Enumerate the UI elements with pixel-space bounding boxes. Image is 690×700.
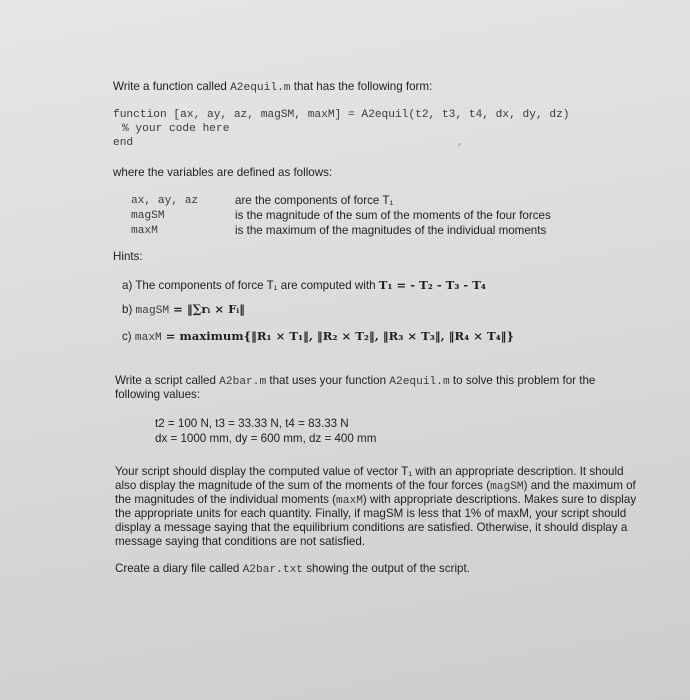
diary-suffix: showing the output of the script. [303, 562, 470, 575]
hint-b-formula: = ‖∑rᵢ × Fᵢ‖ [169, 302, 245, 316]
hint-c-var: maxM [134, 332, 162, 344]
code-line-1: function [ax, ay, az, magSM, maxM] = A2equil(t2, t3, t4, dx, dy, dz) [113, 109, 570, 121]
hint-a-formula: T₁ = - T₂ - T₃ - T₄ [378, 278, 486, 292]
hint-c-label: c) [122, 330, 135, 343]
display-line-2-var: magSM [490, 481, 524, 493]
script-suffix: to solve this problem for the [449, 374, 596, 387]
diary-file: A2bar.txt [242, 564, 304, 576]
hint-b [122, 302, 245, 318]
diary-prefix: Create a diary file called [115, 562, 243, 575]
intro-suffix: that has the following form: [290, 80, 433, 93]
display-line-3-var: maxM [336, 495, 363, 507]
intro-prefix: Write a function called [113, 80, 231, 93]
intro-filename: A2equil.m [230, 82, 291, 94]
display-line-5: display a message saying that the equilibrium conditions are satisfied. Otherwise, it should display a [115, 521, 628, 534]
display-line-2-suffix: ) and the maximum of [523, 479, 636, 492]
variable-description: are the components of force T₁ [235, 194, 394, 207]
code-line-3: end [113, 137, 134, 149]
paper-speck [458, 143, 461, 146]
variable-row [131, 209, 591, 223]
script-file: A2bar.m [219, 376, 267, 388]
display-line-2-prefix: also display the magnitude of the sum of the moments of the four forces ( [115, 479, 491, 492]
intro-line [113, 80, 432, 95]
variables-intro: where the variables are defined as follows: [113, 166, 333, 179]
script-line-1 [115, 374, 595, 389]
hint-c [122, 329, 514, 345]
script-mid: that uses your function [266, 374, 390, 387]
script-prefix: Write a script called [115, 374, 220, 387]
display-line-2 [115, 479, 636, 494]
display-line-3 [115, 493, 636, 508]
variable-description: is the magnitude of the sum of the moments of the four forces [235, 209, 551, 222]
variable-description: is the maximum of the magnitudes of the individual moments [235, 224, 547, 237]
variable-row [131, 224, 591, 238]
variable-name: magSM [131, 210, 165, 222]
display-line-3-suffix: ) with appropriate descriptions. Makes sure to display [362, 493, 637, 506]
values-line-1: t2 = 100 N, t3 = 33.33 N, t4 = 83.33 N [155, 417, 349, 430]
hint-c-formula: = maximum{‖R₁ × T₁‖, ‖R₂ × T₂‖, ‖R₃ × T₃‖, ‖R₄ × T₄‖} [161, 329, 514, 343]
hint-a-text: a) The components of force T₁ are computed with [122, 279, 379, 292]
display-line-1: Your script should display the computed value of vector T₁ with an appropriate description. It should [115, 465, 624, 478]
values-line-2: dx = 1000 mm, dy = 600 mm, dz = 400 mm [155, 432, 377, 445]
diary-line [115, 562, 470, 577]
script-func: A2equil.m [389, 376, 450, 388]
display-line-6: message saying that conditions are not satisfied. [115, 535, 366, 548]
variable-name: ax, ay, az [131, 195, 199, 207]
variable-name: maxM [131, 225, 158, 237]
variable-row [131, 194, 591, 208]
hint-a [122, 278, 486, 293]
code-line-2: % your code here [122, 123, 230, 135]
display-line-3-prefix: the magnitudes of the individual moments ( [115, 493, 337, 506]
hints-title: Hints: [113, 250, 143, 263]
hint-b-label: b) [122, 303, 136, 316]
display-line-4: the appropriate units for each quantity. Finally, if magSM is less that 1% of maxM, your script should [115, 507, 627, 520]
script-line-2: following values: [115, 388, 201, 401]
hint-b-var: magSM [135, 305, 170, 317]
